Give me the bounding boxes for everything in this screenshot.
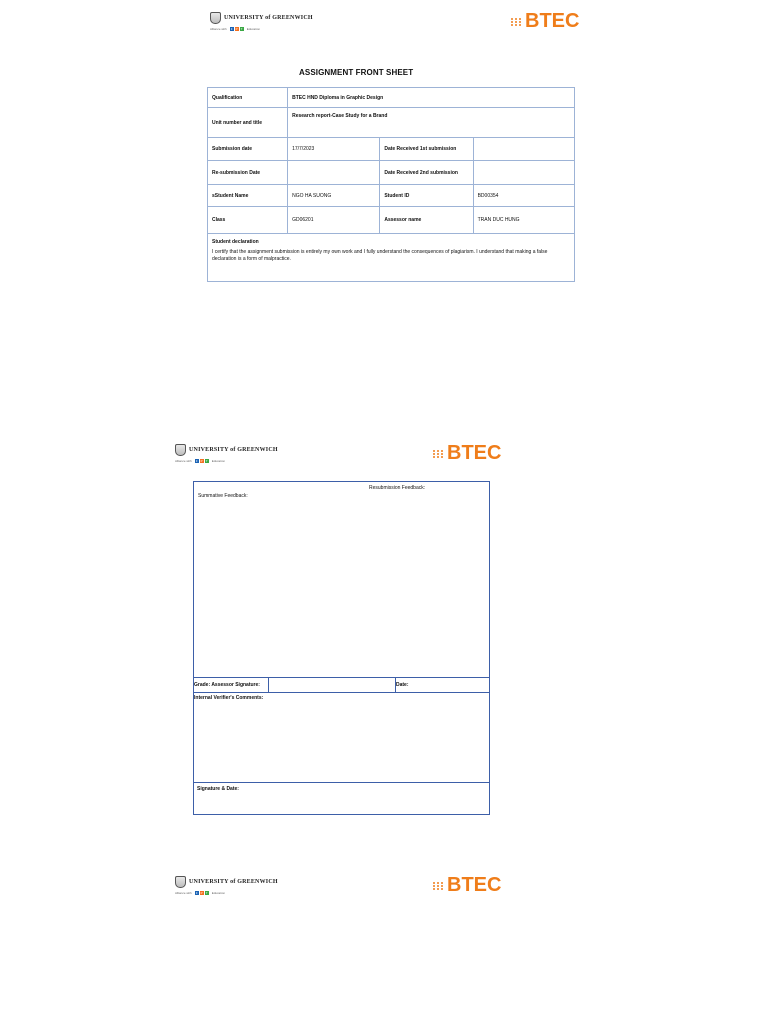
table-row [208, 138, 575, 161]
declaration-title: Student declaration [212, 239, 259, 245]
date-received-1-label: Date Received 1st submission [380, 138, 473, 161]
student-name-label: sStudent Name [208, 185, 288, 207]
university-logo [175, 876, 278, 895]
grade-signature-label: Grade: Assessor Signature: [194, 682, 260, 688]
btec-logo [433, 874, 501, 897]
assessor-label: Assessor name [380, 207, 473, 234]
resubmission-date-label: Re-submission Date [208, 161, 288, 185]
university-name: UNIVERSITY of GREENWICH [189, 879, 278, 885]
date-received-2-label: Date Received 2nd submission [380, 161, 473, 185]
front-sheet-table [207, 87, 575, 282]
assessor-signature-field[interactable] [268, 677, 396, 693]
student-id-label: Student ID [380, 185, 473, 207]
table-row [208, 185, 575, 207]
fpt-logo-icon: F P T [195, 891, 208, 895]
btec-dots-icon [433, 882, 444, 890]
assessor-value: TRAN DUC HUNG [473, 207, 574, 234]
date-label: Date: [396, 682, 409, 688]
btec-brand-text: BTEC [447, 442, 502, 464]
table-row [208, 161, 575, 185]
alliance-text: Alliance with [210, 27, 227, 31]
feedback-box [193, 481, 490, 678]
fpt-logo-icon: F P T [230, 27, 243, 31]
alliance-partner-text: Education [211, 891, 226, 895]
alliance-text: Alliance with [175, 459, 192, 463]
crest-icon [175, 876, 186, 888]
submission-date-value: 17/7/2023 [288, 138, 380, 161]
resubmission-date-value [288, 161, 380, 185]
resubmission-feedback-label: Resubmission Feedback: [369, 485, 426, 491]
front-sheet-title: ASSIGNMENT FRONT SHEET [299, 68, 414, 77]
crest-icon [175, 444, 186, 456]
university-name: UNIVERSITY of GREENWICH [224, 15, 313, 21]
student-id-value: BD00354 [473, 185, 574, 207]
btec-dots-icon [433, 450, 444, 458]
qualification-value: BTEC HND Diploma in Graphic Design [288, 88, 575, 108]
declaration-cell [208, 234, 575, 282]
university-logo [210, 12, 313, 31]
btec-brand-text: BTEC [447, 874, 502, 896]
internal-verifier-box [193, 692, 490, 783]
signature-date-label: Signature & Date: [197, 786, 239, 792]
btec-dots-icon [511, 18, 522, 26]
table-row [208, 88, 575, 108]
unit-value: Research report-Case Study for a Brand [288, 108, 575, 138]
student-name-value: NGO HA SUONG [288, 185, 380, 207]
class-value: GD06201 [288, 207, 380, 234]
table-row [208, 207, 575, 234]
alliance-partner-text: Education [211, 459, 226, 463]
crest-icon [210, 12, 221, 24]
declaration-text: I certify that the assignment submission is entirely my own work and I fully understand the consequences of plagiarism. I understand that making a false declaration is a form of malpractice. [212, 249, 548, 262]
qualification-label: Qualification [208, 88, 288, 108]
university-logo [175, 444, 278, 463]
university-name: UNIVERSITY of GREENWICH [189, 447, 278, 453]
date-received-1-value [473, 138, 574, 161]
summative-feedback-label: Summative Feedback: [198, 493, 248, 499]
btec-logo [511, 10, 579, 33]
unit-label: Unit number and title [208, 108, 288, 138]
submission-date-label: Submission date [208, 138, 288, 161]
btec-brand-text: BTEC [525, 10, 580, 32]
fpt-logo-icon: F P T [195, 459, 208, 463]
table-row [208, 234, 575, 282]
date-received-2-value [473, 161, 574, 185]
alliance-text: Alliance with [175, 891, 192, 895]
alliance-partner-text: Education [246, 27, 261, 31]
table-row [208, 108, 575, 138]
internal-verifier-label: Internal Verifier's Comments: [194, 695, 264, 701]
class-label: Class [208, 207, 288, 234]
btec-logo [433, 442, 501, 465]
